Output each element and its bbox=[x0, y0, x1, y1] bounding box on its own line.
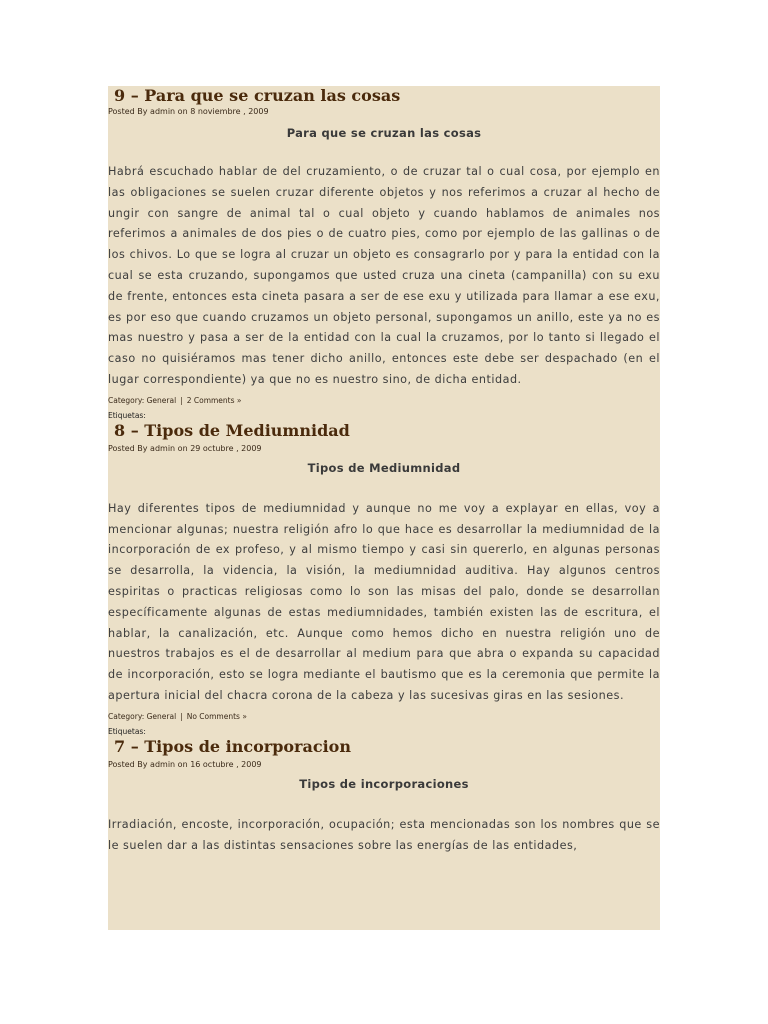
category-link[interactable]: General bbox=[146, 395, 177, 405]
post-title[interactable]: 8 – Tipos de Mediumnidad bbox=[114, 420, 350, 440]
post-date: 8 noviembre , 2009 bbox=[190, 107, 269, 116]
post-category-line bbox=[108, 395, 660, 407]
meta-prefix: Posted By bbox=[108, 107, 151, 116]
separator: | bbox=[180, 395, 183, 405]
tags-label: Etiquetas: bbox=[108, 410, 146, 420]
author-link[interactable]: admin bbox=[150, 443, 176, 453]
category-label: Category: bbox=[108, 395, 147, 405]
category-label: Category: bbox=[108, 711, 147, 721]
post-9 bbox=[108, 86, 660, 421]
comments-link[interactable]: No Comments » bbox=[186, 711, 247, 721]
post-date: 29 octubre , 2009 bbox=[190, 443, 262, 453]
post-body: Hay diferentes tipos de mediumnidad y aunque no me voy a explayar en ellas, voy a mencionar algunas; nuestra religión afro lo que hace es desarrollar la mediumnidad de la incorporación de ex profeso, y al mismo tiempo y casi sin quererlo, en algunas personas se desarrolla, la videncia, la visión, la mediumnidad auditiva. Hay algunos centros espiritas o practicas religiosas como lo son las misas del palo, donde se desarrollan específicamente algunas de estas mediumnidades, también existen las de escritura, el hablar, la canalización, etc. Aunque como hemos dicho en nuestra religión uno de nuestros trabajos es el de desarrollar al medium para que abra o expanda su capacidad de incorporación, esto se logra mediante el bautismo que es la ceremonia que permite la apertura inicial del chacra corona de la cabeza y las sucesivas giras en las sesiones. bbox=[108, 501, 660, 702]
post-date: 16 octubre , 2009 bbox=[190, 759, 262, 769]
post-subtitle: Para que se cruzan las cosas bbox=[286, 126, 482, 140]
meta-on: on bbox=[175, 443, 191, 453]
meta-on: on bbox=[175, 107, 191, 116]
post-subtitle: Tipos de Mediumnidad bbox=[307, 460, 461, 475]
meta-prefix: Posted By bbox=[108, 443, 151, 453]
post-meta bbox=[108, 106, 660, 118]
post-meta bbox=[108, 443, 660, 455]
category-link[interactable]: General bbox=[146, 711, 177, 721]
meta-on: on bbox=[175, 759, 191, 769]
comments-link[interactable]: 2 Comments » bbox=[186, 395, 242, 405]
post-subtitle: Tipos de incorporaciones bbox=[299, 776, 469, 791]
post-8 bbox=[108, 421, 660, 737]
author-link[interactable]: admin bbox=[150, 107, 176, 116]
post-title[interactable]: 7 – Tipos de incorporacion bbox=[114, 736, 351, 756]
post-body: Habrá escuchado hablar de del cruzamiento, o de cruzar tal o cual cosa, por ejemplo en las obligaciones se suelen cruzar diferente objetos y nos referimos a cruzar al hecho de ungir con sangre de animal tal o cual objeto y cuando hablamos de animales nos referimos a animales de dos pies o de cuatro pies, como por ejemplo de las gallinas o de los chivos. Lo que se logra al cruzar un objeto es consagrarlo por y para la entidad con la cual se esta cruzando, supongamos que usted cruza una cineta (campanilla) con su exu de frente, entonces esta cineta pasara a ser de ese exu y utilizada para llamar a ese exu, es por eso que cuando cruzamos un objeto personal, supongamos un anillo, este ya no es mas nuestro y pasa a ser de la entidad con la cual la cruzamos, por lo tanto si llegado el caso no quisiéramos mas tener dicho anillo, entonces este debe ser despachado (en el lugar correspondiente) ya que no es nuestro sino, de dicha entidad. bbox=[108, 165, 660, 386]
document-page bbox=[108, 86, 660, 930]
post-7 bbox=[108, 737, 660, 857]
post-title[interactable]: 9 – Para que se cruzan las cosas bbox=[114, 86, 401, 105]
meta-prefix: Posted By bbox=[108, 759, 151, 769]
separator: | bbox=[180, 711, 183, 721]
tags-label: Etiquetas: bbox=[108, 726, 146, 736]
post-category-line bbox=[108, 711, 660, 723]
post-meta bbox=[108, 759, 660, 771]
post-body: Irradiación, encoste, incorporación, ocupación; esta mencionadas son los nombres que se le suelen dar a las distintas sensaciones sobre las energías de las entidades, bbox=[108, 817, 660, 852]
author-link[interactable]: admin bbox=[150, 759, 176, 769]
